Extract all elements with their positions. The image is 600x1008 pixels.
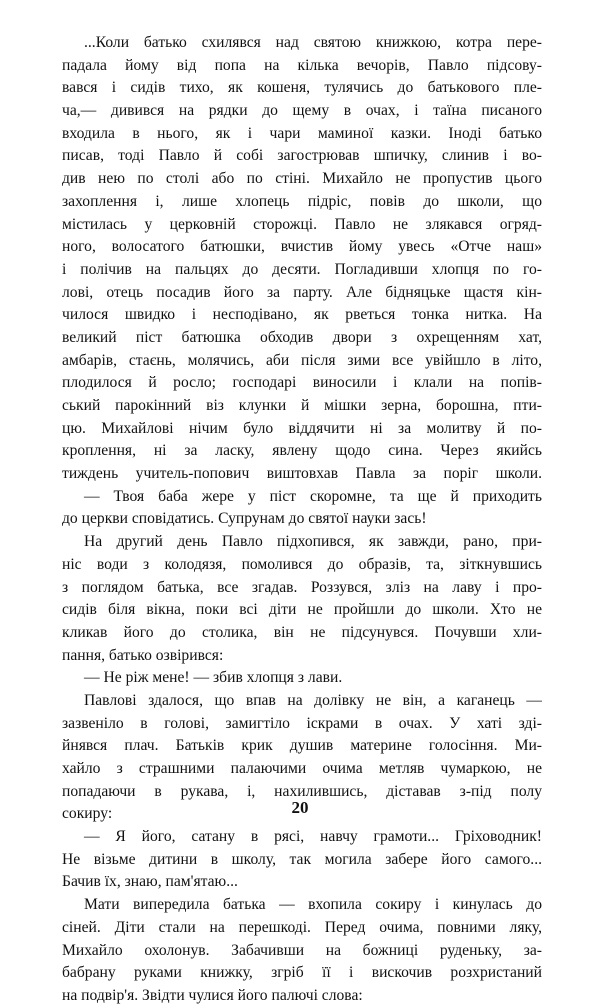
text-line: ніс води з колодязя, помолився до образів, та, зіткнувшись: [62, 555, 542, 573]
text-line: зазвеніло в голові, замигтіло іскрами в очах. У хаті зді-: [62, 714, 542, 732]
text-line: Павлові здалося, що впав на долівку не він, а каганець —: [84, 691, 542, 709]
page-number: 20: [291, 798, 309, 817]
text-line: містилась у церковній сторожці. Павло не злякався огряд-: [62, 215, 542, 233]
text-line: кроплення, ні за ласку, явлену щодо сина. Через якийсь: [62, 442, 542, 460]
text-line: і полічив на пальцях до десяти. Погладивши хлопця по го-: [62, 260, 542, 278]
text-line: сокиру:: [62, 805, 113, 823]
text-line: бабрану руками книжку, згріб її і вискочив розхристаний: [62, 964, 542, 982]
text-line: до церкви сповідатись. Супрунам до святої науки зась!: [62, 510, 427, 528]
text-line: вався і сидів тихо, як кошеня, тулячись до батькового пле-: [62, 79, 542, 97]
text-line: ного, волосатого батюшки, вчистив йому увесь «Отче наш»: [62, 238, 542, 256]
text-line: захоплення і, лише хлопець підріс, повів до школи, що: [62, 192, 542, 210]
text-line: лові, отець посадив його за парту. Але бідняцьке щастя кін-: [62, 283, 542, 301]
text-line: писав, тоді Павло й собі загострював шпичку, слинив і во-: [62, 147, 542, 165]
text-line: ський парокінний віз клунки й мішки зерна, борошна, пти-: [62, 397, 542, 414]
text-line: кликав його до столика, він не підсунувся. Почувши хли-: [62, 623, 542, 641]
text-line: на подвір'я. Звідти чулися його палючі слова:: [62, 986, 363, 1004]
text-line: хайло з страшними палаючими очима метляв чумаркою, не: [62, 760, 542, 777]
text-line: ...Коли батько схилявся над святою книжкою, котра пере-: [84, 34, 542, 51]
text-line: ча,— дивився на рядки до щему в очах, і таїна писаного: [62, 102, 542, 120]
text-line: попадаючи в рукава, і, нахилившись, діставав з-під полу: [62, 782, 542, 800]
text-line: плодилося й росло; господарі виносили і клали на попів-: [62, 374, 542, 392]
text-line: амбарів, стаєнь, молячись, аби після зими все увійшло в літо,: [62, 351, 542, 369]
text-line: див нею по столі або по стіні. Михайло не пропустив цього: [62, 170, 542, 188]
text-line: пання, батько озвірився:: [62, 646, 224, 664]
text-line: Бачив їх, знаю, пам'ятаю...: [62, 873, 238, 891]
text-line: сидів біля вікна, поки всі діти не пройшли до школи. Хто не: [62, 601, 542, 619]
text-line: чилося швидко і несподівано, як рветься тонка нитка. На: [62, 306, 542, 324]
text-line: Михайло охолонув. Забачивши на божниці руденьку, за-: [62, 941, 542, 959]
text-line: тиждень учитель-попович виштовхав Павла за поріг школи.: [62, 465, 542, 483]
text-line: йнявся плач. Батьків крик душив материне голосіння. Ми-: [62, 737, 542, 755]
body-text: [62, 32, 542, 1008]
text-line: з поглядом батька, все згадав. Роззувся, зліз на лаву і про-: [62, 578, 542, 596]
text-line: падала йому від попа на кілька вечорів, Павло підсову-: [62, 56, 542, 74]
text-line: — Я його, сатану в рясі, навчу грамоти... Гріховодник!: [84, 828, 542, 846]
text-line: На другий день Павло підхопився, як завжди, рано, при-: [84, 533, 542, 551]
text-line: Не візьме дитини в школу, так могила забере його самого...: [62, 850, 542, 868]
text-line: сіней. Діти стали на перешкоді. Перед очима, повними ляку,: [62, 918, 542, 936]
text-line: входила в нього, як і чари маминої казки. Іноді батько: [62, 124, 542, 142]
text-line: великий піст батюшка обходив двори з охрещенням хат,: [62, 328, 542, 346]
text-line: Мати випередила батька — вхопила сокиру і кинулась до: [84, 896, 542, 914]
text-line: цю. Михайлові нічим було віддячити ні за молитву й по-: [62, 419, 542, 437]
text-line: — Не ріж мене! — збив хлопця з лави.: [84, 669, 343, 687]
text-line: — Твоя баба жере у піст скоромне, та ще й приходить: [84, 487, 542, 505]
